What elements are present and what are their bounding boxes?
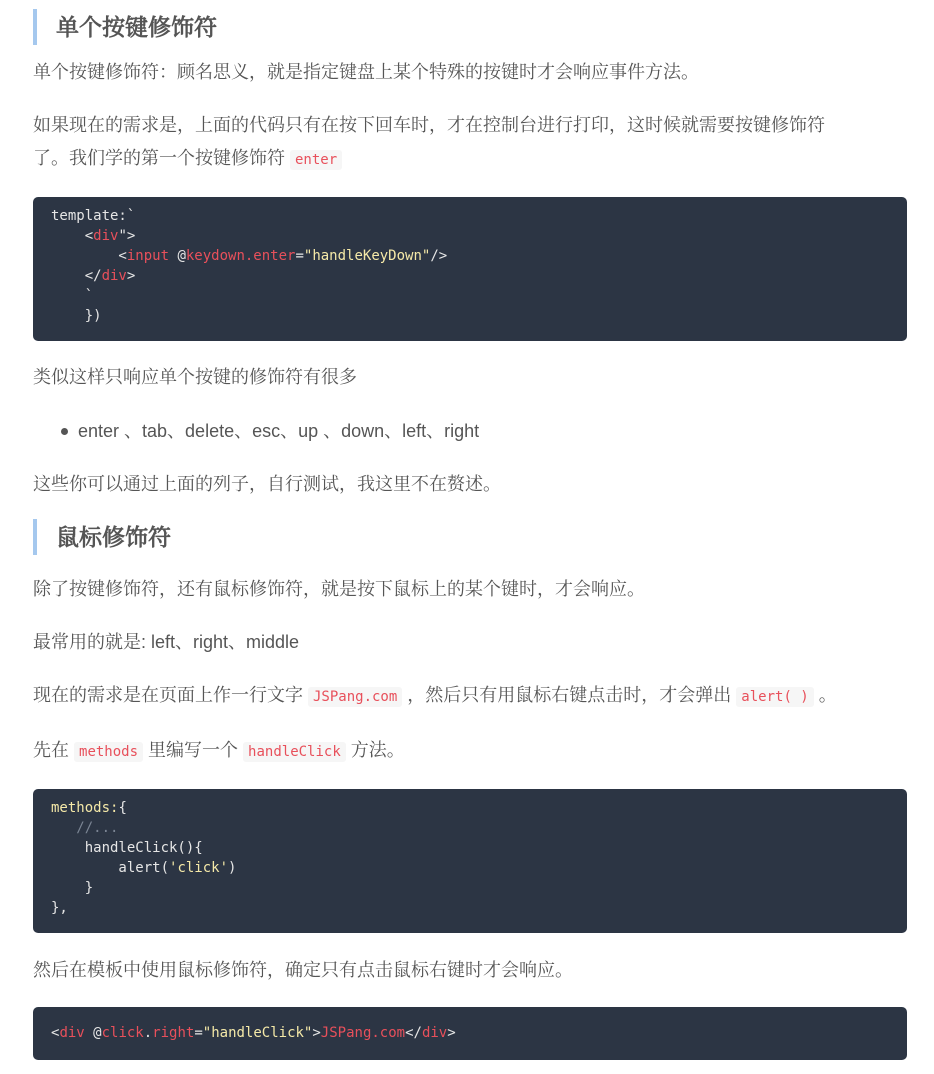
code-token-tag: div [101,268,127,284]
code-token-tag: div [59,1025,85,1041]
code-token: = [295,248,304,264]
paragraph-handleclick [33,734,907,769]
code-token: < [51,248,127,264]
code-token-tag: div [93,228,119,244]
inline-code-handleclick: handleClick [243,742,346,762]
code-token-comment: //... [51,820,119,836]
code-token-attr: click [101,1025,144,1041]
code-token: @ [169,248,186,264]
inline-code-methods: methods [74,742,143,762]
text-segment: 里编写一个 [143,740,244,760]
code-token: . [143,1025,153,1041]
code-token: </ [405,1025,422,1041]
text-segment: 方法。 [345,740,405,760]
bullet-icon [61,428,68,435]
code-token: { [118,800,127,816]
paragraph-self-test: 这些你可以通过上面的列子，自行测试，我这里不在赘述。 [33,474,501,494]
paragraph-mouse-intro: 除了按键修饰符，还有鼠标修饰符，就是按下鼠标上的某个键时，才会响应。 [33,579,645,599]
code-token: < [51,1025,60,1041]
code-token: > [312,1025,321,1041]
code-token: > [126,268,136,284]
code-line: }) [51,308,102,324]
paragraph-alert-requirement [33,679,907,714]
code-token: /> [430,248,448,264]
code-block-template [33,197,907,341]
inline-code-enter: enter [290,150,342,170]
text-segment: 。 [813,685,837,705]
code-token-attr: keydown.enter [185,248,296,264]
code-token: @ [84,1025,102,1041]
code-line: } [51,880,94,896]
code-token: "> [118,228,136,244]
paragraph-key-modifier-intro: 单个按键修饰符：顾名思义，就是指定键盘上某个特殊的按键时才会响应事件方法。 [33,62,699,82]
code-token: alert( [51,860,170,876]
key-modifier-list [33,415,907,448]
code-token-string: 'click' [169,860,229,876]
code-line: handleClick(){ [51,840,203,856]
paragraph-requirement-line2: 了。我们学的第一个按键修饰符 [33,148,290,168]
list-item [61,415,907,448]
code-line: }, [51,900,68,916]
code-line: template:` [51,208,136,224]
inline-code-alert: alert( ) [736,687,813,707]
paragraph-many-modifiers: 类似这样只响应单个按键的修饰符有很多 [33,367,357,387]
code-token-string: "handleKeyDown" [303,248,431,264]
code-token-attr: right [152,1025,195,1041]
code-token: > [447,1025,456,1041]
code-token-text: JSPang.com [320,1025,406,1041]
code-token-tag: input [126,248,170,264]
paragraph-common-buttons: 最常用的就是: left、right、middle [33,632,300,652]
code-token-tag: div [421,1025,448,1041]
code-line: ` [51,288,94,304]
section-heading-key-modifier: 单个按键修饰符 [33,9,907,45]
list-item-text: enter 、tab、delete、esc、up 、down、left、right [78,421,480,441]
code-token: = [194,1025,203,1041]
code-token: < [51,228,94,244]
article [33,0,907,1060]
paragraph-requirement [33,109,907,177]
code-block-methods [33,789,907,933]
code-token-string: "handleClick" [202,1025,313,1041]
code-token: </ [51,268,102,284]
section-heading-mouse-modifier: 鼠标修饰符 [33,519,907,555]
code-block-click-right [33,1007,907,1060]
paragraph-template-usage: 然后在模板中使用鼠标修饰符，确定只有点击鼠标右键时才会响应。 [33,960,573,980]
text-segment: 现在的需求是在页面上作一行文字 [33,685,308,705]
text-segment: ，然后只有用鼠标右键点击时，才会弹出 [402,685,737,705]
code-token-keyword: methods: [51,800,119,816]
code-token: ) [228,860,237,876]
paragraph-requirement-line1: 如果现在的需求是，上面的代码只有在按下回车时，才在控制台进行打印，这时候就需要按键修饰符 [33,115,825,135]
text-segment: 先在 [33,740,75,760]
inline-code-jspang: JSPang.com [308,687,402,707]
